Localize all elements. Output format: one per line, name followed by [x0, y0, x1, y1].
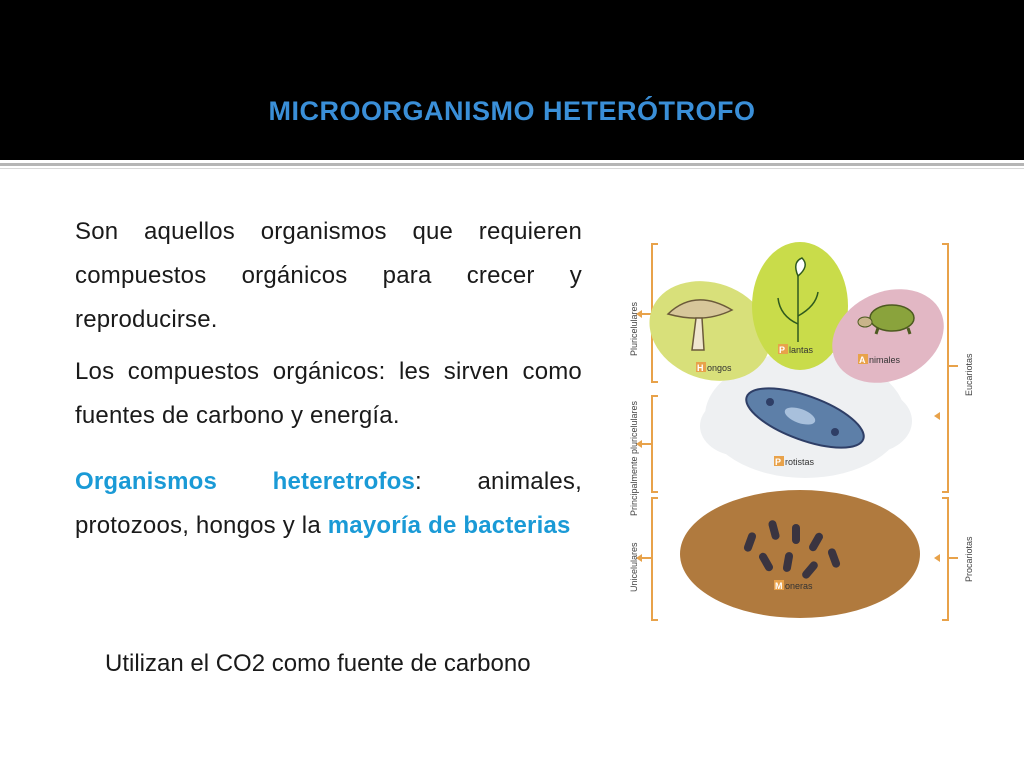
- svg-text:P: P: [775, 457, 782, 467]
- svg-text:nimales: nimales: [869, 355, 901, 365]
- term-heterotrophs: Organismos heteretrofos: [75, 468, 416, 495]
- svg-text:P: P: [779, 345, 786, 355]
- paragraph-definition: Son aquellos organismos que requieren compuestos orgánicos para crecer y reproducirse.: [75, 218, 582, 333]
- svg-text:rotistas: rotistas: [785, 457, 815, 467]
- svg-text:ongos: ongos: [707, 363, 732, 373]
- label-principalmente-pluricelulares: Principalmente pluricelulares: [629, 400, 639, 516]
- divider-line: [0, 163, 1024, 166]
- divider-line-thin: [0, 168, 1024, 169]
- left-brackets: [640, 244, 658, 620]
- carbon-source-line: Utilizan el CO2 como fuente de carbono: [105, 650, 531, 677]
- title-bar: [0, 0, 1024, 160]
- label-pluricelulares: Pluricelulares: [629, 301, 639, 356]
- highlight-bacteria: mayoría de bacterias: [327, 512, 571, 539]
- svg-text:M: M: [775, 581, 783, 591]
- moneras-bubble: [680, 490, 920, 618]
- label-eucariotas: Eucariotas: [964, 353, 974, 396]
- label-animales: [858, 354, 901, 365]
- svg-text:A: A: [859, 355, 866, 365]
- svg-text:oneras: oneras: [785, 581, 813, 591]
- svg-text:lantas: lantas: [789, 345, 814, 355]
- kingdoms-diagram: [620, 236, 980, 628]
- paragraph-examples: [75, 460, 582, 548]
- colon-text: :: [415, 468, 422, 495]
- label-unicelulares: Unicelulares: [629, 542, 639, 592]
- right-brackets: [942, 244, 958, 620]
- label-protistas: [774, 456, 815, 467]
- label-moneras: [774, 580, 813, 591]
- svg-text:H: H: [697, 363, 704, 373]
- text-column: [75, 210, 582, 548]
- label-procariotas: Procariotas: [964, 536, 974, 582]
- label-plantas: [778, 344, 814, 355]
- slide-title: MICROORGANISMO HETERÓTROFO: [268, 96, 756, 126]
- label-hongos: [696, 362, 732, 373]
- examples-text: animales, protozoos, hongos y la: [75, 468, 582, 539]
- paragraph-compounds: Los compuestos orgánicos: les sirven como fuentes de carbono y energía.: [75, 358, 582, 429]
